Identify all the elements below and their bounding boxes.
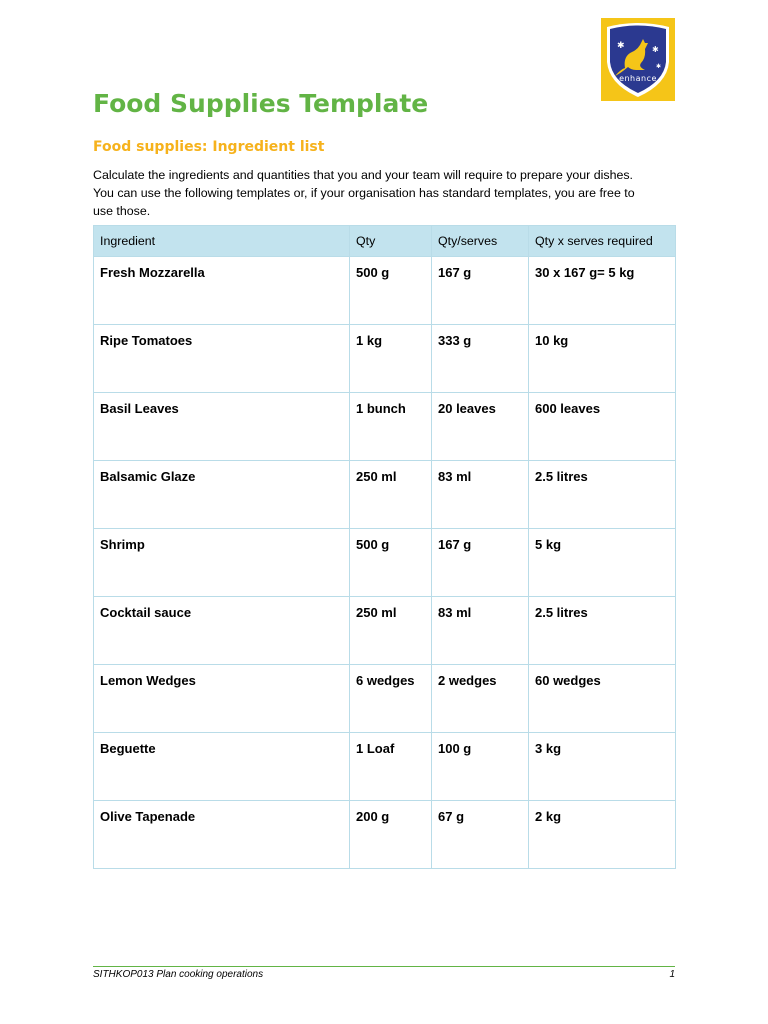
qty-cell: 500 g	[350, 257, 432, 325]
ingredient-cell: Fresh Mozzarella	[94, 257, 350, 325]
qty-required-cell: 30 x 167 g= 5 kg	[529, 257, 676, 325]
ingredient-cell: Balsamic Glaze	[94, 461, 350, 529]
qty-cell: 1 bunch	[350, 393, 432, 461]
qty-serves-cell: 167 g	[432, 529, 529, 597]
table-row	[94, 801, 676, 869]
ingredient-cell: Beguette	[94, 733, 350, 801]
table-row	[94, 325, 676, 393]
table-row	[94, 665, 676, 733]
column-header-qty-required: Qty x serves required	[529, 226, 676, 257]
qty-cell: 250 ml	[350, 597, 432, 665]
intro-line: use those.	[93, 204, 151, 218]
qty-required-cell: 5 kg	[529, 529, 676, 597]
ingredient-cell: Ripe Tomatoes	[94, 325, 350, 393]
qty-cell: 500 g	[350, 529, 432, 597]
qty-cell: 200 g	[350, 801, 432, 869]
qty-serves-cell: 83 ml	[432, 597, 529, 665]
svg-text:✱: ✱	[617, 41, 625, 51]
logo-text: enhance	[619, 74, 657, 83]
section-heading: Food supplies: Ingredient list	[93, 139, 325, 155]
footer-unit-code: SITHKOP013 Plan cooking operations	[93, 969, 264, 980]
qty-cell: 250 ml	[350, 461, 432, 529]
qty-required-cell: 10 kg	[529, 325, 676, 393]
qty-serves-cell: 100 g	[432, 733, 529, 801]
table-header-row	[94, 226, 676, 257]
intro-paragraph	[93, 166, 683, 220]
qty-required-cell: 2.5 litres	[529, 461, 676, 529]
shield-logo-icon	[601, 18, 675, 101]
column-header-qty-serves: Qty/serves	[432, 226, 529, 257]
column-header-ingredient: Ingredient	[94, 226, 350, 257]
enhance-logo	[601, 18, 675, 101]
qty-required-cell: 3 kg	[529, 733, 676, 801]
qty-serves-cell: 2 wedges	[432, 665, 529, 733]
ingredient-table	[93, 225, 676, 869]
ingredient-cell: Lemon Wedges	[94, 665, 350, 733]
intro-line: You can use the following templates or, if your organisation has standard templates, you are free to	[93, 186, 635, 200]
page-title: Food Supplies Template	[93, 89, 429, 118]
qty-serves-cell: 333 g	[432, 325, 529, 393]
table-row	[94, 393, 676, 461]
qty-required-cell: 60 wedges	[529, 665, 676, 733]
page-number: 1	[669, 969, 675, 980]
qty-cell: 1 kg	[350, 325, 432, 393]
qty-cell: 6 wedges	[350, 665, 432, 733]
table-row	[94, 257, 676, 325]
ingredient-cell: Cocktail sauce	[94, 597, 350, 665]
svg-text:✱: ✱	[656, 63, 662, 70]
table-row	[94, 461, 676, 529]
qty-required-cell: 2 kg	[529, 801, 676, 869]
table-row	[94, 529, 676, 597]
table-row	[94, 597, 676, 665]
qty-serves-cell: 20 leaves	[432, 393, 529, 461]
intro-line: Calculate the ingredients and quantities that you and your team will require to prepare your dishes.	[93, 168, 633, 182]
ingredient-cell: Shrimp	[94, 529, 350, 597]
qty-cell: 1 Loaf	[350, 733, 432, 801]
qty-serves-cell: 83 ml	[432, 461, 529, 529]
table-row	[94, 733, 676, 801]
qty-serves-cell: 67 g	[432, 801, 529, 869]
svg-text:✱: ✱	[652, 45, 659, 54]
ingredient-cell: Olive Tapenade	[94, 801, 350, 869]
column-header-qty: Qty	[350, 226, 432, 257]
qty-required-cell: 600 leaves	[529, 393, 676, 461]
qty-required-cell: 2.5 litres	[529, 597, 676, 665]
ingredient-cell: Basil Leaves	[94, 393, 350, 461]
page-footer	[93, 966, 675, 980]
qty-serves-cell: 167 g	[432, 257, 529, 325]
